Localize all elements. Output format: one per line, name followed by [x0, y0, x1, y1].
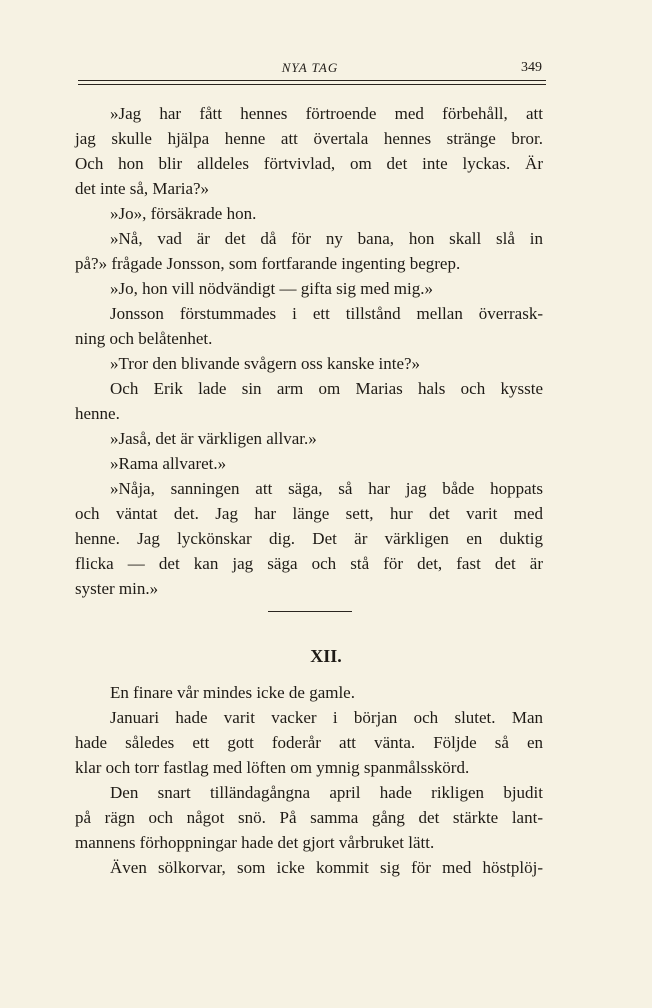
- page-number: 349: [521, 60, 542, 75]
- text-line: »Jag har fått hennes förtroende med förbehåll, att: [110, 104, 543, 123]
- text-line: syster min.»: [75, 579, 159, 598]
- text-line: »Tror den blivande svågern oss kanske inte?»: [110, 354, 421, 373]
- text-line: det inte så, Maria?»: [75, 179, 210, 198]
- text-line: »Jo», försäkrade hon.: [110, 204, 257, 223]
- text-block-dialogue: [75, 101, 543, 601]
- text-line: Jonsson förstummades i ett tillstånd mellan överrask-: [110, 304, 543, 323]
- text-line: mannens förhoppningar hade det gjort vårbruket lätt.: [75, 833, 435, 852]
- text-line: på?» frågade Jonsson, som fortfarande ingenting begrep.: [75, 254, 461, 273]
- text-line: Den snart tilländagångna april hade rikligen bjudit: [110, 783, 543, 802]
- text-line: jag skulle hjälpa henne att övertala hennes stränge bror.: [75, 129, 543, 148]
- text-line: och väntat det. Jag har länge sett, hur det varit med: [75, 504, 543, 523]
- text-line: Och hon blir alldeles förtvivlad, om det inte lyckas. Är: [75, 154, 543, 173]
- text-line: »Nåja, sanningen att säga, så har jag både hoppats: [110, 479, 543, 498]
- text-line: ning och belåtenhet.: [75, 329, 213, 348]
- text-line: klar och torr fastlag med löften om ymnig spanmålsskörd.: [75, 758, 470, 777]
- text-line: på rägn och något snö. På samma gång det stärkte lant-: [75, 808, 543, 827]
- text-line: henne. Jag lyckönskar dig. Det är värkligen en duktig: [75, 529, 543, 548]
- text-line: Även sölkorvar, som icke kommit sig för med höstplöj-: [110, 858, 543, 877]
- text-line: »Rama allvaret.»: [110, 454, 227, 473]
- page-header: [75, 60, 545, 80]
- text-line: flicka — det kan jag säga och stå för det, fast det är: [75, 554, 543, 573]
- text-line: Januari hade varit vacker i början och slutet. Man: [110, 708, 543, 727]
- text-line: »Jo, hon vill nödvändigt — gifta sig med mig.»: [110, 279, 433, 298]
- text-line: hade således ett gott foderår att vänta. Följde så en: [75, 733, 543, 752]
- text-block-chapter-start: [75, 680, 543, 880]
- text-line: henne.: [75, 404, 120, 423]
- running-title: NYA TAG: [281, 60, 339, 75]
- text-line: »Jaså, det är värkligen allvar.»: [110, 429, 317, 448]
- text-line: Och Erik lade sin arm om Marias hals och kysste: [110, 379, 543, 398]
- text-line: »Nå, vad är det då för ny bana, hon skall slå in: [110, 229, 543, 248]
- text-line: En finare vår mindes icke de gamle.: [110, 683, 355, 702]
- chapter-heading: XII.: [310, 646, 342, 666]
- header-rule: [78, 80, 546, 85]
- section-separator: [268, 611, 352, 612]
